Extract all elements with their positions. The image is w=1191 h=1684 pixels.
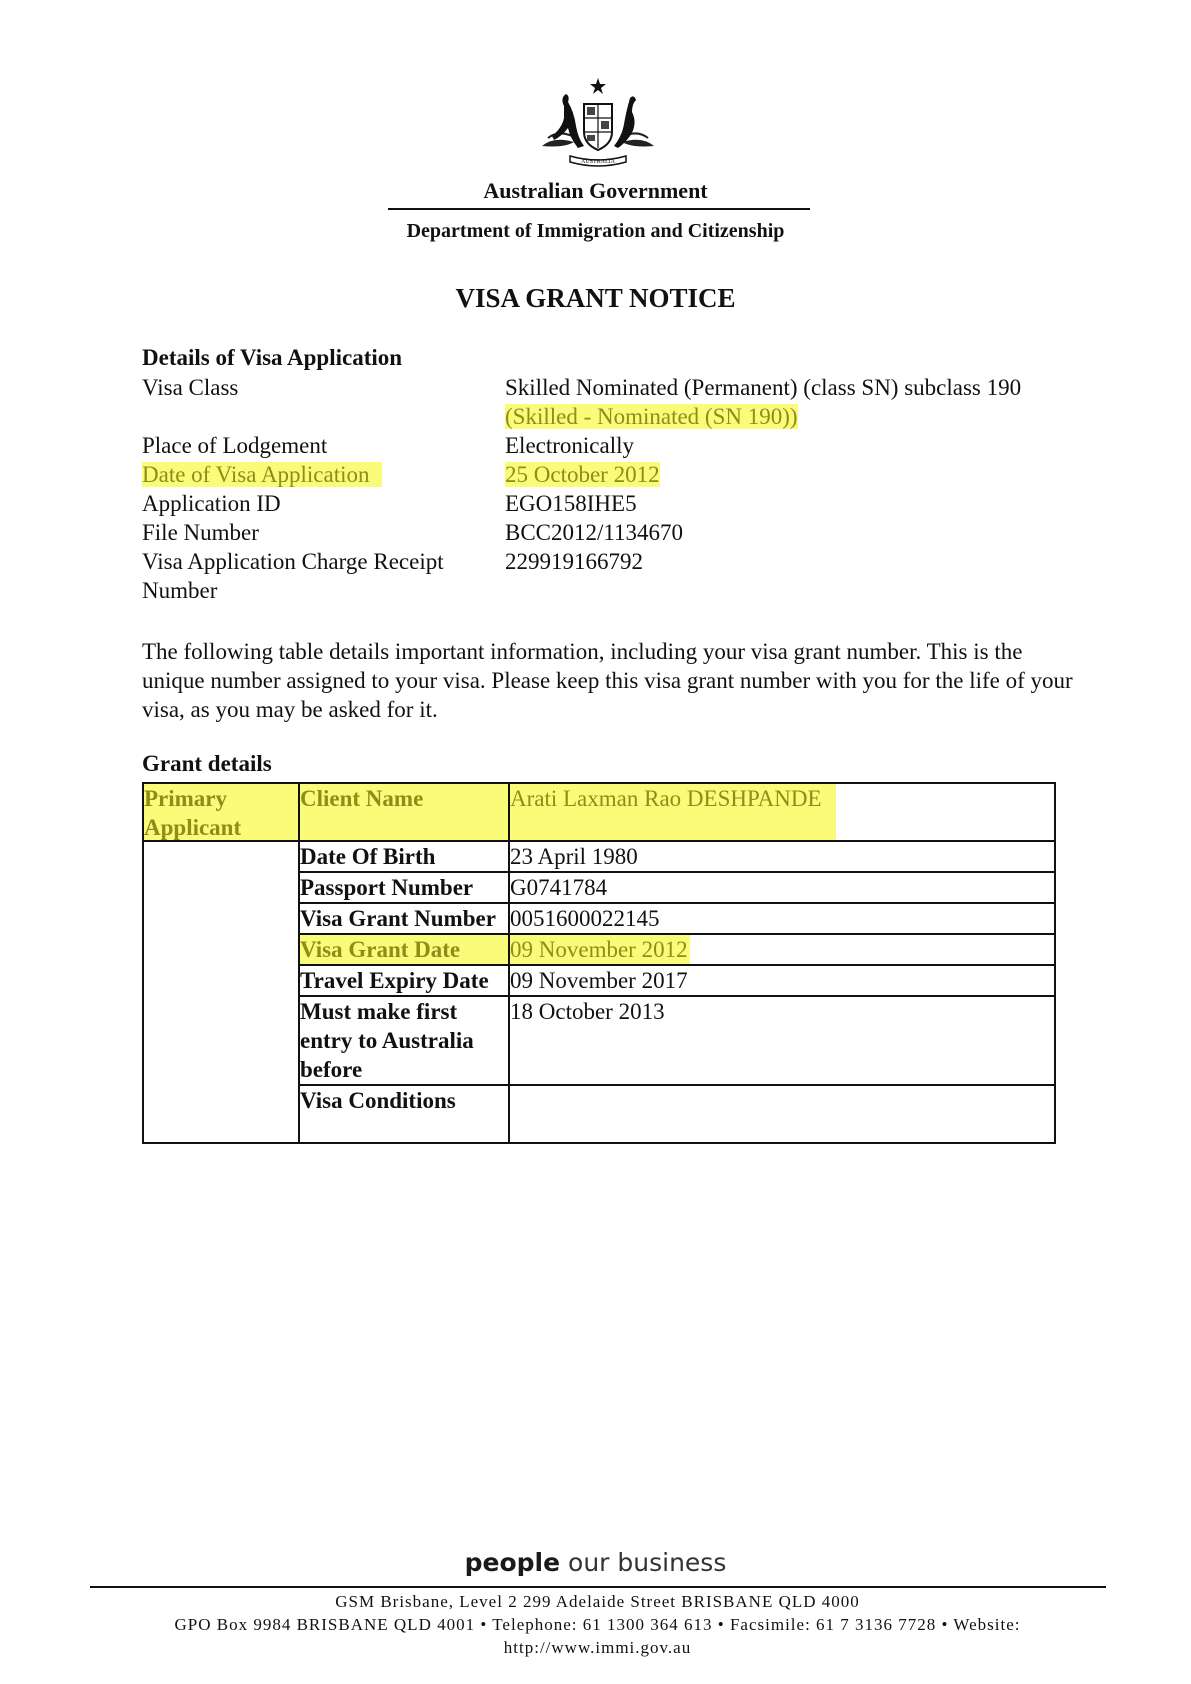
detail-row-place-of-lodgement: [142, 431, 1072, 460]
grant-label: Date Of Birth: [299, 841, 509, 872]
government-name: Australian Government: [483, 178, 708, 203]
grant-heading: Grant details: [142, 751, 272, 776]
detail-label: File Number: [142, 520, 259, 545]
detail-label: Date of Visa Application: [142, 462, 382, 487]
detail-value-highlight: (Skilled - Nominated (SN 190)): [505, 404, 798, 429]
grant-value: 0051600022145: [509, 903, 1055, 934]
detail-row-charge-receipt: [142, 547, 1072, 605]
detail-value: Electronically: [505, 433, 634, 458]
detail-value: Skilled Nominated (Permanent) (class SN) subclass 190: [505, 375, 1022, 400]
grant-value: 18 October 2013: [509, 996, 1055, 1085]
grant-value: [509, 1085, 1055, 1143]
grant-label: Visa Grant Number: [299, 903, 509, 934]
grant-label: Visa Grant Date: [300, 935, 508, 964]
grant-label: Passport Number: [299, 872, 509, 903]
coat-of-arms-icon: [534, 76, 662, 168]
grant-label: Travel Expiry Date: [299, 965, 509, 996]
tagline-light: our business: [568, 1548, 727, 1577]
grant-label: Must make first entry to Australia before: [299, 996, 509, 1085]
applicant-blank-cell: [143, 841, 299, 1143]
grant-details-table: [142, 782, 1056, 1144]
detail-row-application-id: [142, 489, 1072, 518]
footer-tagline: [0, 1548, 1191, 1577]
detail-value: EGO158IHE5: [505, 491, 637, 516]
detail-value: BCC2012/1134670: [505, 520, 684, 545]
application-heading: Details of Visa Application: [142, 345, 403, 370]
detail-label-cont: Number: [142, 578, 218, 603]
detail-label: Visa Application Charge Receipt: [142, 549, 444, 574]
grant-value: Arati Laxman Rao DESHPANDE: [510, 784, 836, 840]
header-divider: [388, 208, 810, 210]
grant-value: 23 April 1980: [509, 841, 1055, 872]
footer-address: [110, 1590, 1085, 1659]
detail-value: 25 October 2012: [505, 462, 660, 487]
page-title: VISA GRANT NOTICE: [455, 283, 736, 313]
detail-row-visa-class: [142, 373, 1072, 431]
applicant-type: Primary Applicant: [144, 784, 298, 840]
grant-value: G0741784: [509, 872, 1055, 903]
address-line: GPO Box 9984 BRISBANE QLD 4001 • Telephone: 61 1300 364 613 • Facsimile: 61 7 3136 7728 • Website:: [174, 1615, 1021, 1634]
grant-label: Visa Conditions: [299, 1085, 509, 1143]
detail-row-date-of-application: [142, 460, 1072, 489]
detail-label: Application ID: [142, 491, 281, 516]
footer-divider: [90, 1586, 1106, 1588]
website-link[interactable]: http://www.immi.gov.au: [503, 1638, 692, 1657]
table-row: [143, 783, 1055, 841]
grant-value: 09 November 2012: [510, 937, 688, 962]
detail-value: 229919166792: [505, 549, 643, 574]
tagline-bold: people: [464, 1548, 561, 1577]
application-details: [142, 373, 1072, 605]
crest-scroll-text: AUSTRALIA: [581, 159, 615, 165]
department-name: Department of Immigration and Citizenship: [406, 220, 785, 242]
detail-row-file-number: [142, 518, 1072, 547]
address-line: GSM Brisbane, Level 2 299 Adelaide Street BRISBANE QLD 4000: [335, 1592, 860, 1611]
grant-value: 09 November 2017: [509, 965, 1055, 996]
intro-paragraph: The following table details important information, including your visa grant number. This is the unique number assigned to your visa. Please keep this visa grant number with you for the life of your visa, as you may be asked for it.: [142, 639, 1073, 722]
detail-label: Place of Lodgement: [142, 433, 328, 458]
detail-label: Visa Class: [142, 375, 239, 400]
grant-label: Client Name: [300, 784, 508, 840]
table-row: [143, 841, 1055, 872]
